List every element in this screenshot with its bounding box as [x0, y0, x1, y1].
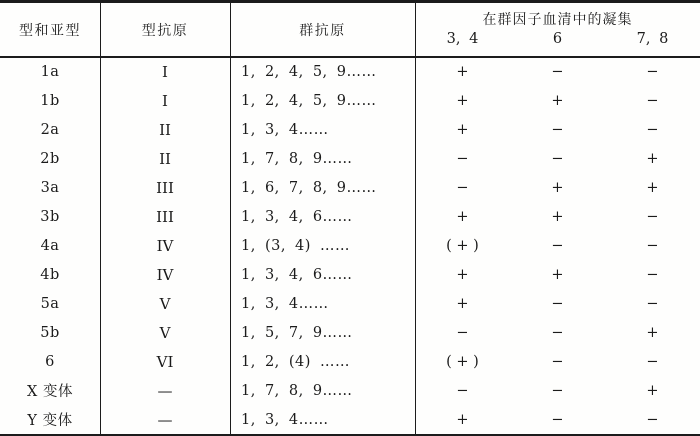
cell-agglutination-6: − [551, 64, 564, 81]
cell-type-subtype: 2a [40, 122, 60, 139]
cell-group-antigen: 1, 3, 4, 6…… [241, 209, 353, 226]
header-serum-3-4: 3, 4 [446, 31, 479, 47]
column-divider-1 [100, 3, 101, 434]
table-row [0, 116, 700, 145]
cell-type-antigen: VI [156, 352, 174, 371]
table-row [0, 203, 700, 232]
cell-agglutination-7-8: − [646, 93, 659, 110]
table-row [0, 232, 700, 261]
header-type-antigen: 型抗原 [141, 22, 189, 39]
table-row [0, 145, 700, 174]
cell-agglutination-3-4: − [456, 180, 469, 197]
table-row [0, 376, 700, 405]
table-row [0, 260, 700, 289]
cell-agglutination-7-8: − [646, 64, 659, 81]
cell-type-antigen: I [162, 63, 168, 82]
cell-agglutination-6: + [551, 266, 564, 283]
cell-type-antigen: II [159, 121, 171, 140]
cell-agglutination-3-4: ( + ) [446, 353, 479, 370]
cell-type-antigen: III [156, 179, 174, 198]
header-serum-subcolumns [415, 31, 700, 56]
cell-agglutination-3-4: + [456, 209, 469, 226]
header-serum-7-8: 7, 8 [636, 31, 669, 47]
table-row [0, 87, 700, 116]
cell-type-antigen: II [159, 150, 171, 169]
header-group-antigen: 群抗原 [299, 22, 346, 39]
cell-type-antigen: I [162, 92, 168, 111]
cell-agglutination-3-4: + [456, 93, 469, 110]
cell-agglutination-6: − [551, 122, 564, 139]
header-serum-6: 6 [552, 31, 563, 47]
cell-agglutination-7-8: − [646, 266, 659, 283]
cell-agglutination-3-4: + [456, 122, 469, 139]
cell-type-antigen: — [157, 381, 173, 400]
cell-group-antigen: 1, 7, 8, 9…… [241, 151, 353, 168]
cell-group-antigen: 1, 2, 4, 5, 9…… [241, 64, 377, 81]
cell-agglutination-6: − [551, 295, 564, 312]
cell-agglutination-6: − [551, 353, 564, 370]
cell-group-antigen: 1, 3, 4…… [241, 295, 329, 312]
cell-agglutination-7-8: − [646, 237, 659, 254]
header-agglutination-group [415, 3, 700, 56]
cell-agglutination-6: − [551, 324, 564, 341]
cell-group-antigen: 1, 5, 7, 9…… [241, 324, 353, 341]
cell-agglutination-7-8: + [646, 180, 659, 197]
cell-agglutination-3-4: + [456, 64, 469, 81]
table-row [0, 174, 700, 203]
cell-type-antigen: IV [156, 265, 174, 284]
cell-agglutination-6: − [551, 411, 564, 428]
cell-type-subtype: Y 变体 [27, 413, 73, 430]
cell-type-antigen: V [159, 323, 171, 342]
cell-type-subtype: 6 [45, 353, 55, 370]
table-row [0, 289, 700, 318]
header-agglutination-title: 在群因子血清中的凝集 [482, 11, 633, 28]
table-row [0, 347, 700, 376]
cell-agglutination-7-8: + [646, 382, 659, 399]
cell-agglutination-3-4: ( + ) [446, 237, 479, 254]
cell-type-subtype: 5a [40, 295, 60, 312]
cell-agglutination-6: − [551, 237, 564, 254]
table-row [0, 318, 700, 347]
cell-agglutination-7-8: − [646, 353, 659, 370]
cell-agglutination-3-4: − [456, 324, 469, 341]
cell-type-subtype: 3b [40, 209, 60, 226]
cell-type-subtype: 1a [40, 64, 60, 81]
cell-agglutination-6: + [551, 209, 564, 226]
cell-type-antigen: IV [156, 236, 174, 255]
cell-agglutination-3-4: + [456, 411, 469, 428]
cell-agglutination-7-8: + [646, 324, 659, 341]
column-divider-3 [415, 3, 416, 434]
cell-agglutination-7-8: + [646, 151, 659, 168]
cell-agglutination-6: − [551, 382, 564, 399]
cell-type-subtype: 4a [40, 237, 60, 254]
cell-agglutination-6: + [551, 93, 564, 110]
cell-group-antigen: 1, 6, 7, 8, 9…… [241, 180, 377, 197]
cell-group-antigen: 1, 3, 4…… [241, 411, 329, 428]
table-row [0, 58, 700, 87]
cell-type-subtype: X 变体 [27, 384, 73, 401]
column-divider-2 [230, 3, 231, 434]
table-row [0, 405, 700, 434]
cell-type-subtype: 4b [40, 266, 60, 283]
cell-type-subtype: 2b [40, 151, 60, 168]
table-body [0, 58, 700, 434]
cell-group-antigen: 1, 2, 4, 5, 9…… [241, 93, 377, 110]
table-header [0, 3, 700, 58]
cell-type-antigen: V [159, 294, 171, 313]
cell-agglutination-3-4: + [456, 295, 469, 312]
cell-type-subtype: 5b [40, 324, 60, 341]
cell-group-antigen: 1, 2, (4) …… [241, 353, 351, 370]
cell-group-antigen: 1, (3, 4) …… [241, 237, 351, 254]
cell-group-antigen: 1, 3, 4, 6…… [241, 266, 353, 283]
cell-type-subtype: 3a [40, 180, 60, 197]
cell-agglutination-3-4: − [456, 151, 469, 168]
cell-agglutination-3-4: + [456, 266, 469, 283]
cell-agglutination-7-8: − [646, 295, 659, 312]
cell-type-antigen: — [157, 410, 173, 429]
cell-agglutination-7-8: − [646, 209, 659, 226]
cell-agglutination-7-8: − [646, 122, 659, 139]
cell-group-antigen: 1, 3, 4…… [241, 122, 329, 139]
cell-agglutination-6: + [551, 180, 564, 197]
cell-agglutination-6: − [551, 151, 564, 168]
cell-type-subtype: 1b [40, 93, 60, 110]
cell-type-antigen: III [156, 208, 174, 227]
cell-agglutination-7-8: − [646, 411, 659, 428]
cell-agglutination-3-4: − [456, 382, 469, 399]
cell-group-antigen: 1, 7, 8, 9…… [241, 382, 353, 399]
header-type-subtype: 型和亚型 [19, 22, 81, 39]
